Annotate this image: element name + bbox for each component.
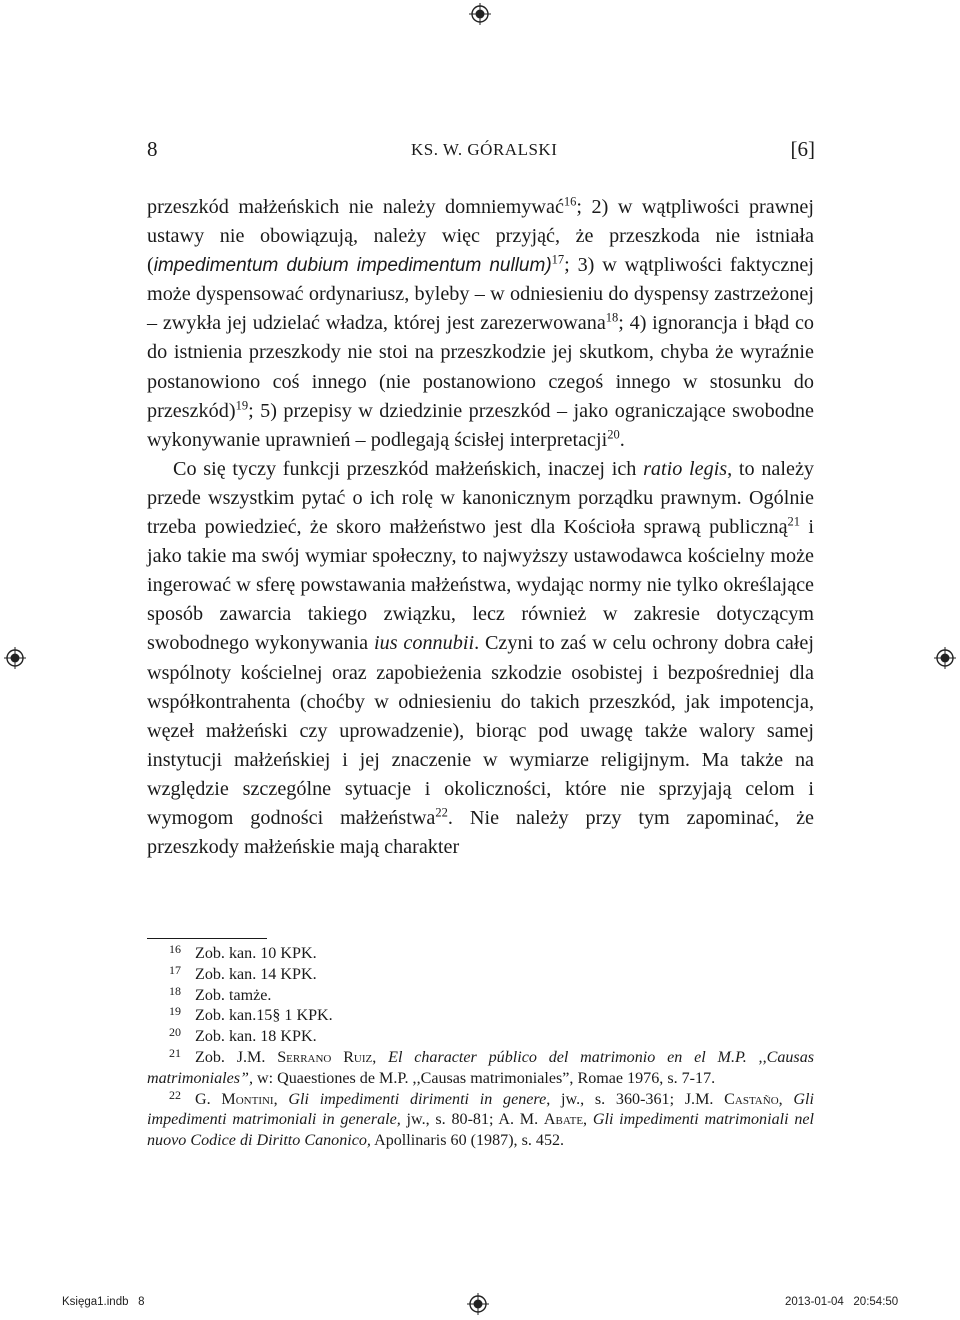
footnote-ref-17[interactable]: 17 [551, 252, 565, 267]
slug-filename: Księga1.indb 8 [62, 1296, 145, 1308]
footnote-19: 19 Zob. kan.15§ 1 KPK. [169, 1004, 333, 1025]
work-title: El character público del matrimonio en el M.P. ,,Causas matrimoniales”, [147, 1048, 815, 1087]
work-title: Gli impedimenti dirimenti in genere [288, 1090, 547, 1108]
registration-mark-bottom-icon [467, 1293, 489, 1315]
running-header [147, 137, 815, 165]
footnote-ref-19[interactable]: 19 [235, 397, 249, 412]
text-run: , to należy przede wszystkim pytać o ich rolę w kanonicznym porządku prawnym. Ogólnie trzeba powiedzieć, że skoro małżeństwo jest dla Kościoła sprawą publiczną [147, 457, 814, 539]
footnote-text: jw., s. 80-81; A. M. [400, 1111, 544, 1129]
footnote-text: , [273, 1090, 289, 1108]
author-name: Montini [221, 1090, 274, 1108]
work-title: Gli impedimenti matrimoniali nel nuovo Codice di Diritto Canonico, [147, 1111, 814, 1150]
footnote-text: Zob. J.M. [195, 1048, 278, 1066]
author-name: Serrano Ruiz [277, 1048, 373, 1066]
footnote-text: Zob. kan. 18 KPK. [195, 1028, 317, 1046]
footnote-text: Zob. tamże. [195, 986, 272, 1004]
section-number: [6] [790, 137, 815, 161]
text-run: . Czyni to zaś w celu ochrony dobra całej wspólnoty kościelnej oraz zapobieżenia szkodzie osobistej i bezpośredniej dla współkontrahenta (choćby w odniesieniu do takich przeszkód, jak impotencja, węzeł małżeński czy uprowadzenie), biorąc pod uwagę także walory samej instytucji małżeńskiej i jej znaczenie w wymiarze religijnym. Ma także na względzie szczególne sytuacje i okoliczności, które nie sprzyjają celom i wymogom godności małżeństwa [147, 632, 814, 829]
italic-term: ratio legis [643, 457, 728, 480]
footnote-text: Apollinaris 60 (1987), s. 452. [370, 1132, 565, 1150]
text-run: ; 2) w wątpliwości prawnej ustawy nie obowiązują, należy więc przyjąć, że przeszkoda nie istniała ( [147, 196, 814, 277]
footnote-text: Zob. kan.15§ 1 KPK. [195, 1007, 333, 1025]
footnote-ref-20[interactable]: 20 [607, 427, 620, 442]
paragraph-1 [147, 193, 814, 455]
running-head-author: KS. W. GÓRALSKI [411, 140, 558, 159]
footnote-text: , jw., s. 360-361; J.M. [546, 1090, 725, 1108]
footnote-text: , [583, 1111, 593, 1129]
footnote-ref-22[interactable]: 22 [435, 805, 448, 820]
registration-mark-left-icon [4, 647, 26, 669]
footnote-21: 21 Zob. J.M. Serrano Ruiz, El character público del matrimonio en el M.P. ,,Causas matrimoniales”, w: Quaestiones de M.P. ,,Causas matrimoniales”, Romae 1976, s. 7-17. [147, 1045, 815, 1087]
footnote-text: , [372, 1048, 389, 1066]
footnote-ref-18[interactable]: 18 [605, 310, 619, 325]
footnote-18: 18 Zob. tamże. [169, 983, 272, 1004]
footnote-text: Zob. kan. 10 KPK. [195, 945, 317, 962]
text-run: . [619, 428, 625, 451]
body-text [147, 193, 814, 862]
text-run: i jako takie ma swój wymiar społeczny, to najwyższy ustawodawca kościelny może ingerować w sferę powstawania małżeństwa, wydając normy nie tylko określające sposób zawarcia takiego związku, lecz również w zakresie dotyczącym swobodnego wykonywania [147, 516, 815, 655]
footnote-20: 20 Zob. kan. 18 KPK. [169, 1025, 317, 1046]
text-run: . Nie należy przy tym zapominać, że przeszkody małżeńskie mają charakter [147, 806, 814, 859]
page-number: 8 [147, 137, 158, 161]
paragraph-2 [147, 455, 814, 862]
slug-timestamp: 2013-01-04 20:54:50 [785, 1296, 899, 1308]
work-title: Gli impedimenti matrimoniali in generale, [147, 1090, 814, 1129]
text-run: przeszkód małżeńskich nie należy domniemywać [147, 196, 564, 218]
latin-maxim: impedimentum dubium impedimentum nullum) [153, 255, 552, 277]
footnote-text: , [778, 1090, 794, 1108]
registration-mark-top-icon [469, 3, 491, 25]
text-run: Co się tyczy funkcji przeszkód małżeńskich, inaczej ich [173, 457, 644, 480]
text-run: ; 3) w wątpliwości faktycznej może dyspensować ordynariusz, byleby – w odniesieniu do dyspensy zastrzeżonej – zwykła jej udzielać władza, której jest zarezerwowana [147, 254, 814, 335]
footnote-ref-16[interactable]: 16 [563, 194, 577, 209]
footnote-22: 22 G. Montini, Gli impedimenti dirimenti in genere, jw., s. 360-361; J.M. Castaño, Gli impedimenti matrimoniali in generale, jw., s. 80-81; A. M. Abate, Gli impedimenti matrimoniali nel nuovo Codice di Diritto Canonico, Apollinaris 60 (1987), s. 452. [147, 1087, 814, 1150]
author-name: Abate [543, 1111, 584, 1129]
author-name: Castaño [724, 1090, 779, 1108]
italic-term: ius connubii [374, 632, 475, 655]
text-run: ; 4) ignorancja i błąd co do istnienia przeszkody nie stoi na przeszkodzie jej skutkom, chyba że wyraźnie postanowiono coś innego (nie postanowiono czegoś innego w stosunku do przeszkód) [147, 312, 814, 422]
footnote-text: G. [195, 1090, 222, 1108]
footnote-text: w: Quaestiones de M.P. ,,Causas matrimoniales”, Romae 1976, s. 7-17. [252, 1069, 716, 1087]
footnote-17: 17 Zob. kan. 14 KPK. [169, 962, 317, 983]
footnote-text: Zob. kan. 14 KPK. [195, 965, 317, 983]
registration-mark-right-icon [934, 647, 956, 669]
footnotes [147, 944, 814, 1152]
text-run: ; 5) przepisy w dziedzinie przeszkód – jako ograniczające swobodne wykonywanie uprawnień – podlegają ścisłej interpretacji [147, 399, 814, 451]
footnote-divider [147, 938, 267, 939]
footnote-ref-21[interactable]: 21 [787, 514, 801, 529]
footnote-16: 16 Zob. kan. 10 KPK. [169, 942, 317, 962]
